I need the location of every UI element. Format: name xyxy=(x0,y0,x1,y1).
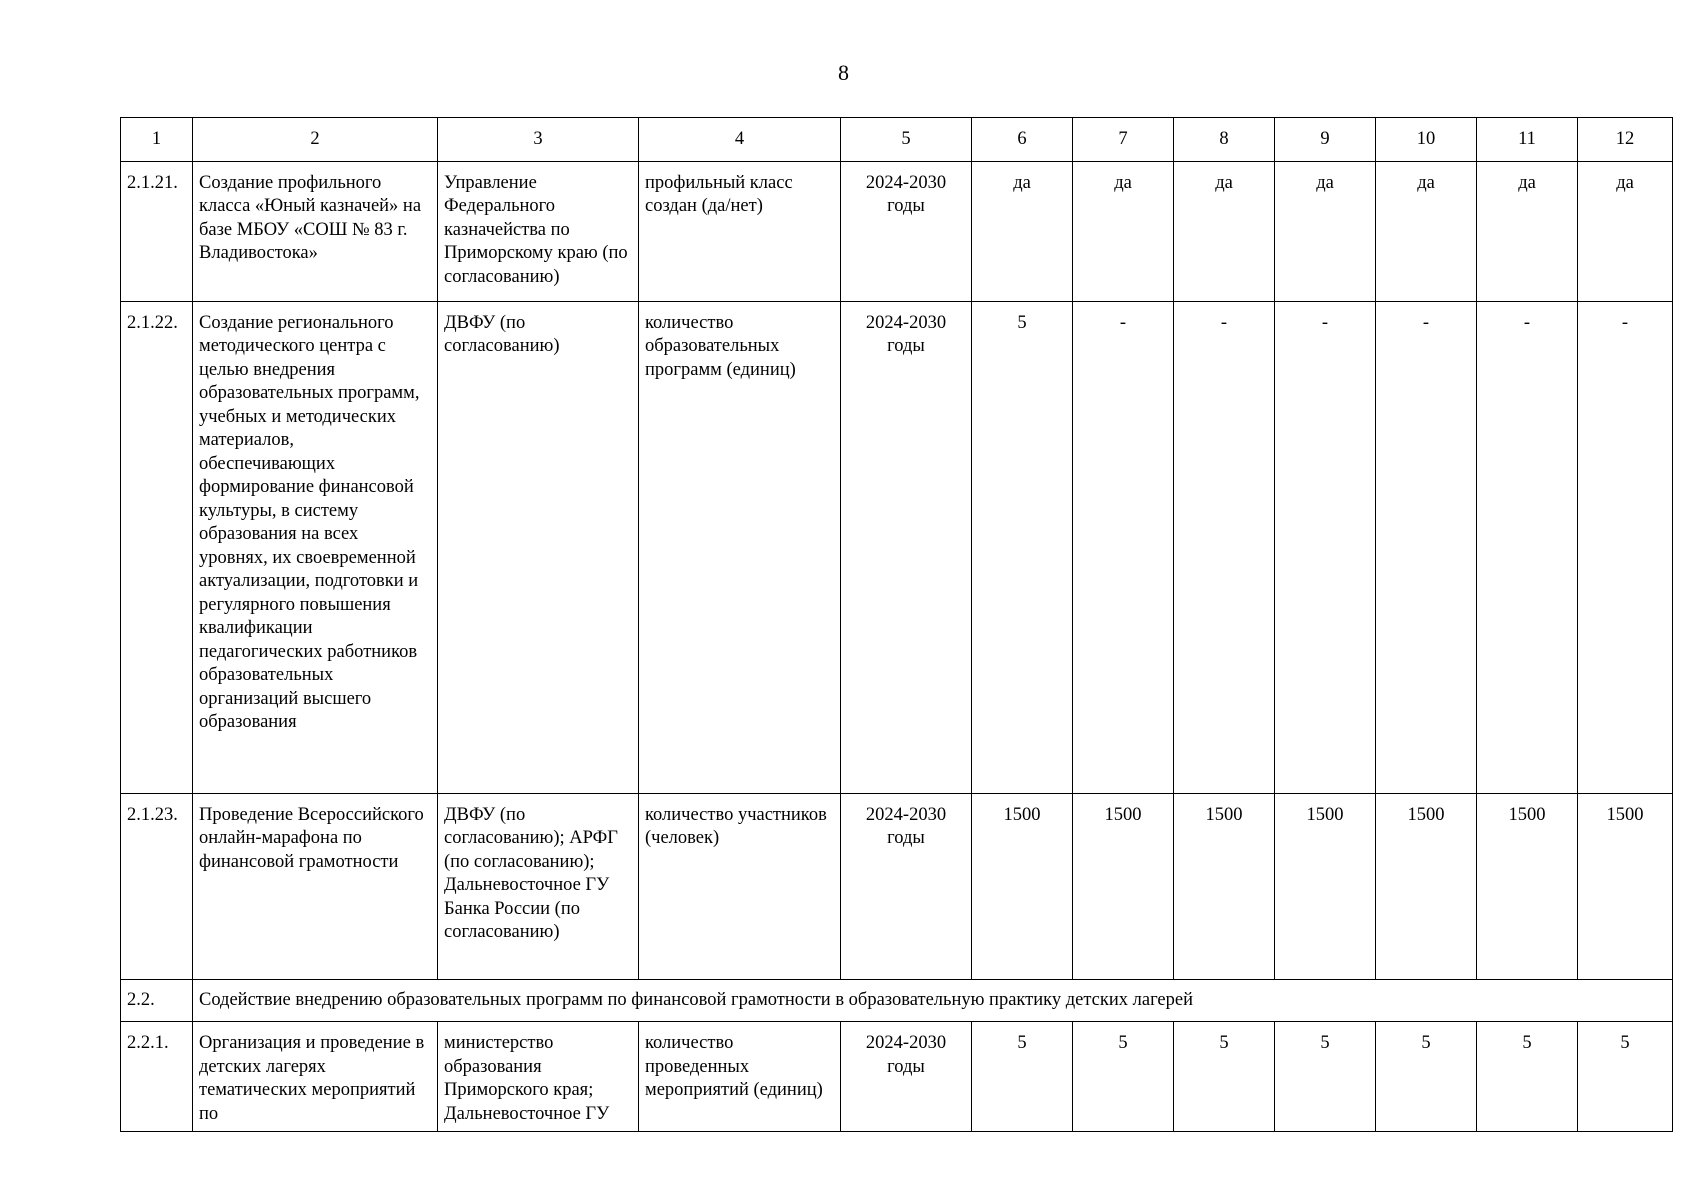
table-row xyxy=(121,161,1673,301)
year-value: - xyxy=(1578,301,1673,793)
indicator: профильный класс создан (да/нет) xyxy=(639,161,841,301)
year-value: 1500 xyxy=(1578,793,1673,979)
year-value: да xyxy=(1477,161,1578,301)
year-value: да xyxy=(1275,161,1376,301)
measure-name: Организация и проведение в детских лагерях тематических мероприятий по xyxy=(193,1022,438,1132)
year-value: да xyxy=(1073,161,1174,301)
period: 2024-2030 годы xyxy=(841,793,972,979)
header-cell: 7 xyxy=(1073,118,1174,162)
year-value: 5 xyxy=(972,1022,1073,1132)
page-number: 8 xyxy=(838,60,849,85)
year-value: - xyxy=(1376,301,1477,793)
year-value: 1500 xyxy=(1073,793,1174,979)
year-value: да xyxy=(1174,161,1275,301)
section-row xyxy=(121,979,1673,1022)
executor: Управление Федерального казначейства по Приморскому краю (по согласованию) xyxy=(438,161,639,301)
row-number: 2.1.22. xyxy=(121,301,193,793)
year-value: 5 xyxy=(1578,1022,1673,1132)
year-value: 1500 xyxy=(1275,793,1376,979)
header-cell: 8 xyxy=(1174,118,1275,162)
indicator: количество участников (человек) xyxy=(639,793,841,979)
period: 2024-2030 годы xyxy=(841,301,972,793)
year-value: 1500 xyxy=(1477,793,1578,979)
table-row xyxy=(121,793,1673,979)
year-value: 1500 xyxy=(1376,793,1477,979)
row-number: 2.1.21. xyxy=(121,161,193,301)
year-value: 5 xyxy=(1477,1022,1578,1132)
year-value: 1500 xyxy=(972,793,1073,979)
year-value: - xyxy=(1073,301,1174,793)
header-cell: 9 xyxy=(1275,118,1376,162)
year-value: 5 xyxy=(1376,1022,1477,1132)
year-value: да xyxy=(1578,161,1673,301)
header-cell: 5 xyxy=(841,118,972,162)
header-cell: 11 xyxy=(1477,118,1578,162)
indicator: количество проведенных мероприятий (единиц) xyxy=(639,1022,841,1132)
measures-table xyxy=(120,117,1673,1132)
section-title: Содействие внедрению образовательных программ по финансовой грамотности в образовательную практику детских лагерей xyxy=(193,979,1673,1022)
row-number: 2.1.23. xyxy=(121,793,193,979)
header-cell: 1 xyxy=(121,118,193,162)
header-cell: 2 xyxy=(193,118,438,162)
period: 2024-2030 годы xyxy=(841,1022,972,1132)
year-value: да xyxy=(972,161,1073,301)
measure-name: Проведение Всероссийского онлайн-марафона по финансовой грамотности xyxy=(193,793,438,979)
header-cell: 10 xyxy=(1376,118,1477,162)
period: 2024-2030 годы xyxy=(841,161,972,301)
year-value: 5 xyxy=(972,301,1073,793)
year-value: да xyxy=(1376,161,1477,301)
measure-name: Создание регионального методического центра с целью внедрения образовательных программ, учебных и методических материалов, обеспечивающих формирование финансовой культуры, в систему образования на всех уровнях, их своевременной актуализации, подготовки и регулярного повышения квалификации педагогических работников образовательных организаций высшего образования xyxy=(193,301,438,793)
indicator: количество образовательных программ (единиц) xyxy=(639,301,841,793)
row-number: 2.2.1. xyxy=(121,1022,193,1132)
executor: ДВФУ (по согласованию) xyxy=(438,301,639,793)
year-value: 5 xyxy=(1073,1022,1174,1132)
year-value: 5 xyxy=(1174,1022,1275,1132)
year-value: - xyxy=(1275,301,1376,793)
year-value: - xyxy=(1477,301,1578,793)
header-cell: 6 xyxy=(972,118,1073,162)
table-row xyxy=(121,1022,1673,1132)
header-cell: 4 xyxy=(639,118,841,162)
executor: ДВФУ (по согласованию); АРФГ (по согласованию); Дальневосточное ГУ Банка России (по согласованию) xyxy=(438,793,639,979)
year-value: 1500 xyxy=(1174,793,1275,979)
table-row xyxy=(121,301,1673,793)
header-cell: 12 xyxy=(1578,118,1673,162)
header-row xyxy=(121,118,1673,162)
year-value: - xyxy=(1174,301,1275,793)
measure-name: Создание профильного класса «Юный казначей» на базе МБОУ «СОШ № 83 г. Владивостока» xyxy=(193,161,438,301)
executor: министерство образования Приморского края; Дальневосточное ГУ xyxy=(438,1022,639,1132)
year-value: 5 xyxy=(1275,1022,1376,1132)
header-cell: 3 xyxy=(438,118,639,162)
section-number: 2.2. xyxy=(121,979,193,1022)
